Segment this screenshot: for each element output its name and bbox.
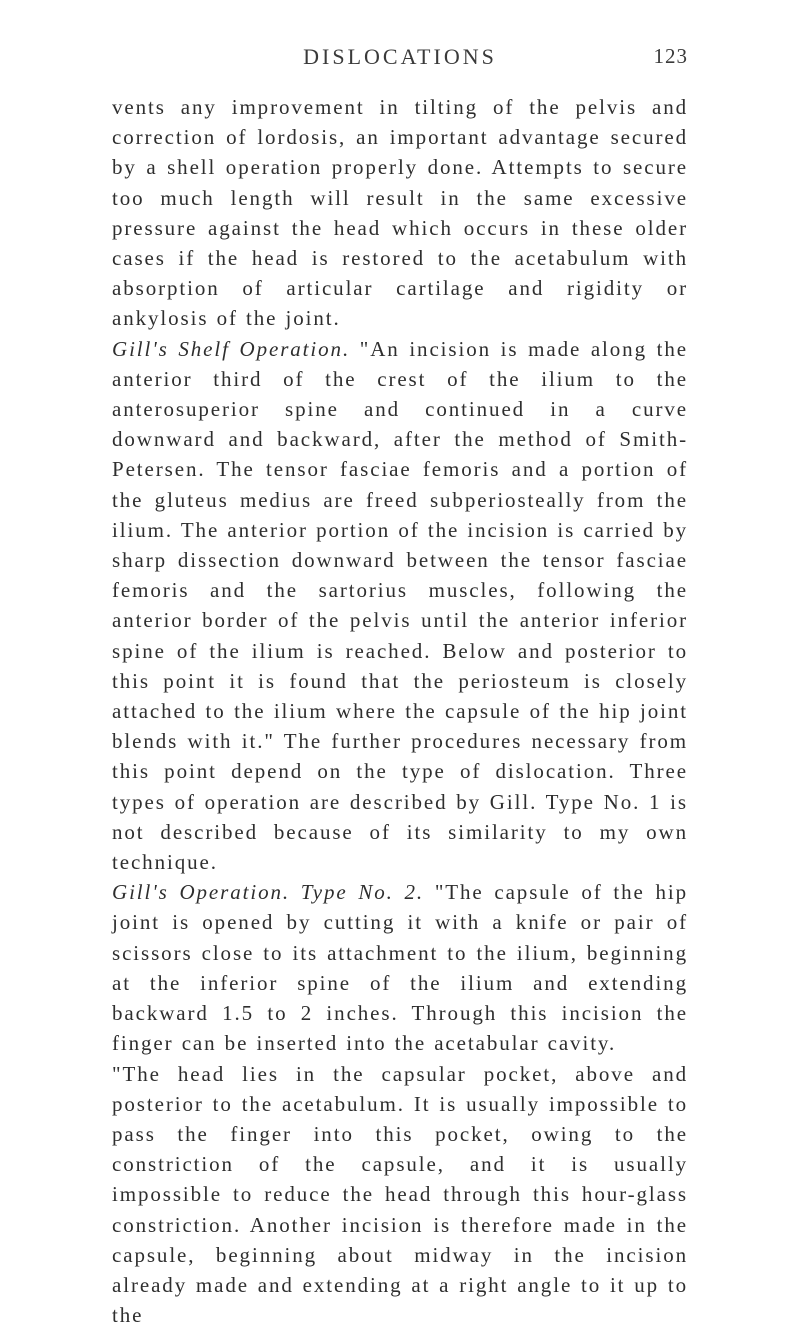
running-title: DISLOCATIONS — [303, 44, 497, 69]
paragraph-1-text: vents any improvement in tilting of the pelvis and correction of lordosis, an important advantage secured by a shell operation properly done. Attempts to secure too much length will result in the same excessive pressure against the head which occurs in these older cases if the head is restored to the acetabulum with absorption of articular cartilage and rigidity or ankylosis of the joint. — [112, 95, 688, 331]
paragraph-4 — [112, 1059, 688, 1331]
paragraph-1 — [112, 92, 688, 334]
paragraph-3-heading: Gill's Operation. Type No. 2. — [112, 880, 425, 905]
paragraph-2 — [112, 334, 688, 878]
body-text — [112, 92, 688, 1330]
page-number: 123 — [653, 44, 688, 68]
paragraph-3 — [112, 877, 688, 1058]
running-head — [112, 44, 688, 74]
paragraph-3-text: "The capsule of the hip joint is opened by cutting it with a knife or pair of scissors close to its attachment to the ilium, beginning at the inferior spine of the ilium and extending backward 1.5 to 2 inches. Through this incision the finger can be inserted into the acetabular cavity. — [112, 880, 688, 1056]
paragraph-2-heading: Gill's Shelf Operation. — [112, 336, 351, 361]
paragraph-4-text: "The head lies in the capsular pocket, above and posterior to the acetabulum. It is usually impossible to pass the finger into this pocket, owing to the constriction of the capsule, and it is usually impossible to reduce the head through this hour-glass constriction. Another incision is therefore made in the capsule, beginning about midway in the incision already made and extending at a right angle to it up to the — [112, 1061, 688, 1328]
paragraph-2-text: "An incision is made along the anterior third of the crest of the ilium to the anterosuperior spine and continued in a curve downward and backward, after the method of Smith-Petersen. The tensor fasciae femoris and a portion of the gluteus medius are freed subperiosteally from the ilium. The anterior portion of the incision is carried by sharp dissection downward between the tensor fasciae femoris and the sartorius muscles, following the anterior border of the pelvis until the anterior inferior spine of the ilium is reached. Below and posterior to this point it is found that the periosteum is closely attached to the ilium where the capsule of the hip joint blends with it." The further procedures necessary from this point depend on the type of dislocation. Three types of operation are described by Gill. Type No. 1 is not described because of its similarity to my own technique. — [112, 336, 688, 875]
